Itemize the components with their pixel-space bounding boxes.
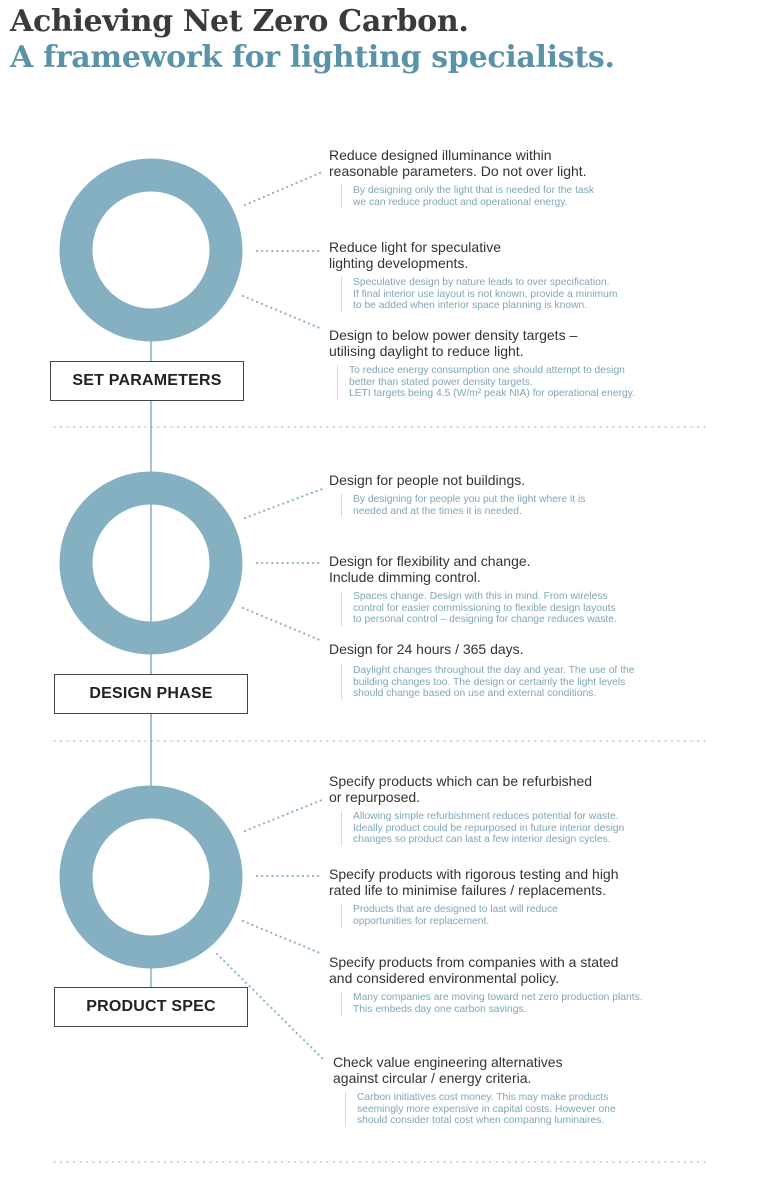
title-line-1: Achieving Net Zero Carbon. bbox=[10, 4, 469, 39]
list-item bbox=[329, 954, 643, 1015]
leader-line bbox=[243, 921, 322, 954]
leader-line bbox=[245, 800, 322, 831]
list-item bbox=[329, 472, 585, 517]
leader-line bbox=[245, 489, 322, 518]
item-heading: Design for people not buildings. bbox=[329, 472, 526, 488]
item-description: Carbon initiatives cost money. This may make products seemingly more expensive in capital costs. However one should consider total cost when comparing luminaires. bbox=[345, 1092, 616, 1127]
phase-ring-set-parameters bbox=[76, 175, 226, 325]
item-description: Speculative design by nature leads to over specification. If final interior use layout is not known, provide a minimum to be added when interior space planning is known. bbox=[341, 277, 617, 312]
item-description: To reduce energy consumption one should attempt to design better than stated power density targets. LETI targets being 4.5 (W/m² peak NIA) for operational energy. bbox=[337, 365, 635, 400]
item-heading: Specify products from companies with a stated and considered environmental policy. bbox=[329, 954, 619, 986]
item-heading: Specify products which can be refurbished or repurposed. bbox=[329, 773, 593, 805]
item-heading: Reduce designed illuminance within reasonable parameters. Do not over light. bbox=[329, 147, 587, 179]
list-item bbox=[329, 866, 619, 927]
phase-label-product-spec: PRODUCT SPEC bbox=[54, 987, 248, 1027]
title-line-2: A framework for lighting specialists. bbox=[10, 40, 615, 75]
item-description: By designing for people you put the light where it is needed and at the times it is needed. bbox=[341, 494, 585, 517]
list-item bbox=[329, 553, 617, 626]
item-description: Products that are designed to last will reduce opportunities for replacement. bbox=[341, 904, 619, 927]
phase-label-design-phase: DESIGN PHASE bbox=[54, 674, 248, 714]
list-item bbox=[329, 327, 635, 400]
item-heading: Design for flexibility and change. Include dimming control. bbox=[329, 553, 531, 585]
item-heading: Reduce light for speculative lighting developments. bbox=[329, 239, 501, 271]
item-description: Daylight changes throughout the day and year. The use of the building changes too. The design or certainly the light levels should change based on use and external conditions. bbox=[341, 665, 634, 700]
item-heading: Check value engineering alternatives against circular / energy criteria. bbox=[333, 1054, 563, 1086]
item-heading: Specify products with rigorous testing and high rated life to minimise failures / replacements. bbox=[329, 866, 619, 898]
item-heading: Design to below power density targets – utilising daylight to reduce light. bbox=[329, 327, 578, 359]
phase-label-set-parameters: SET PARAMETERS bbox=[50, 361, 244, 401]
phase-ring-product-spec bbox=[76, 802, 226, 952]
leader-line bbox=[243, 296, 322, 329]
item-description: Spaces change. Design with this in mind. From wireless control for easier commissioning to flexible design layouts to personal control – designing for change reduces waste. bbox=[341, 591, 617, 626]
item-description: Many companies are moving toward net zero production plants. This embeds day one carbon savings. bbox=[341, 992, 643, 1015]
list-item bbox=[329, 239, 617, 312]
list-item bbox=[329, 773, 624, 846]
list-item bbox=[333, 1054, 616, 1127]
leader-line bbox=[243, 608, 322, 641]
item-description: Allowing simple refurbishment reduces potential for waste. Ideally product could be repurposed in future interior design changes so product can last a few interior design cycles. bbox=[341, 811, 624, 846]
item-heading: Design for 24 hours / 365 days. bbox=[329, 641, 524, 657]
leader-line bbox=[245, 172, 322, 205]
list-item bbox=[329, 147, 594, 208]
list-item bbox=[329, 641, 634, 700]
item-description: By designing only the light that is needed for the task we can reduce product and operational energy. bbox=[341, 185, 594, 208]
